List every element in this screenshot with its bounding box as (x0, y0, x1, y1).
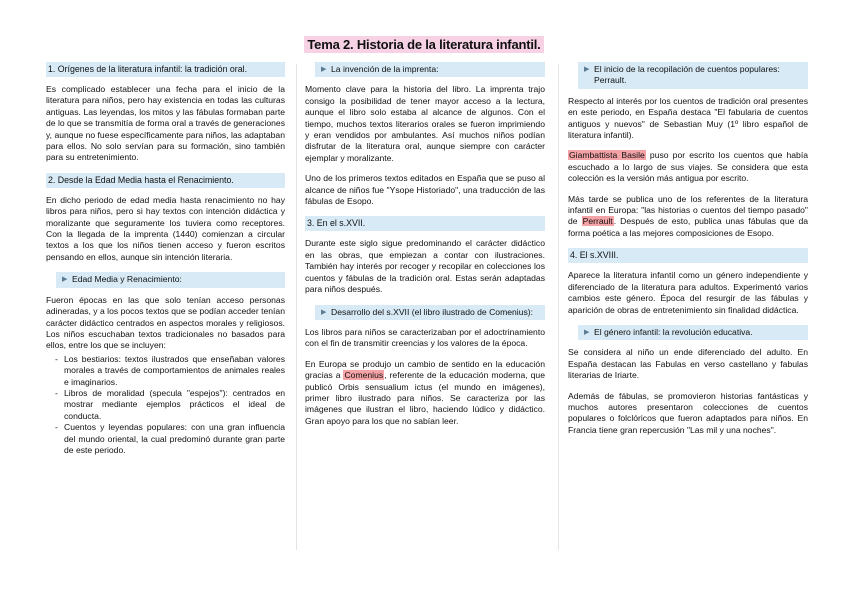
triangle-right-icon: ▶ (321, 308, 327, 316)
highlight-basile: Giambattista Basile (569, 150, 645, 161)
list-item: - Libros de moralidad (specula "espejos"): centrados en mostrar mediante ejemplos prácticos el ideal de conducta. (64, 388, 285, 422)
subheading-label: El inicio de la recopilación de cuentos populares: Perrault. (594, 64, 780, 86)
list-item: - Los bestiarios: textos ilustrados que enseñaban valores morales a través de comportamientos de animales reales e imaginarios. (64, 354, 285, 388)
triangle-right-icon: ▶ (584, 66, 590, 73)
text-run: . Después de esto, publica unas fábulas que da forma poética a las mejores composiciones de Esopo. (568, 216, 808, 238)
triangle-right-icon: ▶ (321, 66, 327, 73)
subheading-printing-press (315, 62, 545, 77)
paragraph: Se considera al niño un ende diferenciado del adulto. En España destacan las Fabulas en verso castellano y fabulas literarias de Iriarte. (568, 347, 808, 381)
paragraph: Aparece la literatura infantil como un género independiente y diferenciado de la literatura para adultos. Experimentó varios cambios este género. Época del resurgir de las fábulas y aparición de obras de entretenimiento sin finalidad didáctica. (568, 270, 808, 315)
paragraph: Es complicado establecer una fecha para el inicio de la literatura para niños, pero hay existencia en todas las culturas antiguas. Las leyendas, los mitos y las fábulas formaban parte de lo que se transmitía de forma oral a través de generaciones y, aunque no fuese específicamente para niños, las adaptaban para ellos. No solo servían para su formación, sino también para su entretenimiento. (46, 84, 285, 163)
highlight-comenius: Comenius (344, 370, 384, 381)
paragraph: Fueron épocas en las que solo tenían acceso personas adineradas, y a los pocos textos que se podían acceder tenían carácter didáctico centrados en aspectos morales y religiosos. Los niños escuchaban textos tradicionales no basados para ellos, entre los que se incluyen: (46, 294, 285, 351)
subheading-perrault (578, 62, 808, 89)
paragraph: Además de fábulas, se promovieron historias fantásticas y muchos autores presentaron colecciones de cuentos populares o folclóricos que fueron adaptados para niños. En Francia tiene gran repercusión "Las mil y una noches". (568, 390, 808, 435)
section-heading-xviii: 4. El s.XVIII. (568, 248, 808, 263)
text-run: Más tarde se publica uno de los referentes de la literatura infantil en Europa: "las historias o cuentos del tiempo pasado" de (568, 193, 808, 227)
subheading-label: Desarrollo del s.XVII (el libro ilustrado de Comenius): (331, 306, 534, 317)
paragraph-perrault (568, 194, 808, 240)
text-run: puso por escrito los cuentos que había escuchado a lo largo de sus viajes. Se considera que esta colección es la versión más antigua por escrito. (568, 150, 808, 184)
column-divider (296, 64, 297, 550)
paragraph: Uno de los primeros textos editados en España que se puso al alcance de niños fue "Ysope Historiado", una traducción de las fábulas de Esopo. (305, 173, 545, 207)
section-heading-origins: 1. Orígenes de la literatura infantil: la tradición oral. (46, 62, 285, 77)
section-heading-xvii: 3. En el s.XVII. (305, 216, 545, 231)
subheading-label: La invención de la imprenta: (331, 64, 439, 74)
column-1 (46, 62, 285, 462)
subheading-label: Edad Media y Renacimiento: (72, 274, 182, 285)
text-run: En Europa se produjo un cambio de sentido en la educación gracias a (305, 358, 545, 381)
paragraph-comenius (305, 359, 545, 427)
subheading-comenius (315, 305, 545, 320)
column-3 (568, 62, 808, 445)
dash-list (46, 354, 285, 457)
triangle-right-icon: ▶ (584, 328, 590, 336)
subheading-label: El género infantil: la revolución educativa. (594, 326, 753, 337)
column-2 (305, 62, 545, 436)
paragraph: En dicho periodo de edad media hasta renacimiento no hay libros para niños, pero si hay textos con intención didáctica y moralizante que seguramente los tuviera como receptores. Con la llegada de la imprenta (1440) comienzan a circular textos a los que los niños tienen acceso y fueron escritos pensando en ellos, aunque sin intención literaria. (46, 194, 285, 262)
subheading-revolution (578, 325, 808, 340)
column-divider (558, 64, 559, 550)
triangle-right-icon: ▶ (62, 276, 68, 284)
list-item: - Cuentos y leyendas populares: con una gran influencia del mundo oriental, la cual predominó durante gran parte de este periodo. (64, 422, 285, 456)
title-wrap (0, 36, 848, 54)
document-title: Tema 2. Historia de la literatura infantil. (304, 36, 543, 53)
paragraph: Durante este siglo sigue predominando el carácter didáctico en las obras, que empiezan a contar con ilustraciones. También hay interés por recoger y recopilar en colecciones los cuentos y fábulas de la tradición oral. Estas serán adaptadas para niños después. (305, 238, 545, 295)
paragraph: Los libros para niños se caracterizaban por el adoctrinamiento con el fin de transmitir creencias y los valores de la época. (305, 326, 545, 349)
text-run: , referente de la educación moderna, que publicó Orbis sensualium ictus (el mundo en imágenes), primer libro ilustrado para niños. Se caracteriza por las imágenes que ilustran el libro, haciendo lúdico y didáctico. Gran apoyo para los que no sabían leer. (305, 370, 545, 426)
section-heading-middle-ages: 2. Desde la Edad Media hasta el Renacimiento. (46, 173, 285, 188)
paragraph: Momento clave para la historia del libro. La imprenta trajo consigo la posibilidad de tener mayor acceso a la lectura, aunque el libro solo estaba al alcance de algunos. Con el tiempo, muchos textos literarios orales se fueron imprimiendo y eran vendidos por ambulantes. Así muchos niños podían disfrutar de la literatura oral, aunque siempre con carácter ejemplar y moralizante. (305, 84, 545, 163)
paragraph: Respecto al interés por los cuentos de tradición oral presentes en este periodo, en España destaca "El fabularia de cuentos antiguos y nuevos" de Sebastian Muy (1º libro español de literatura infantil). (568, 95, 808, 141)
paragraph-basile (568, 150, 808, 184)
subheading-middle-ages (56, 272, 285, 287)
highlight-perrault: Perrault (582, 216, 613, 227)
